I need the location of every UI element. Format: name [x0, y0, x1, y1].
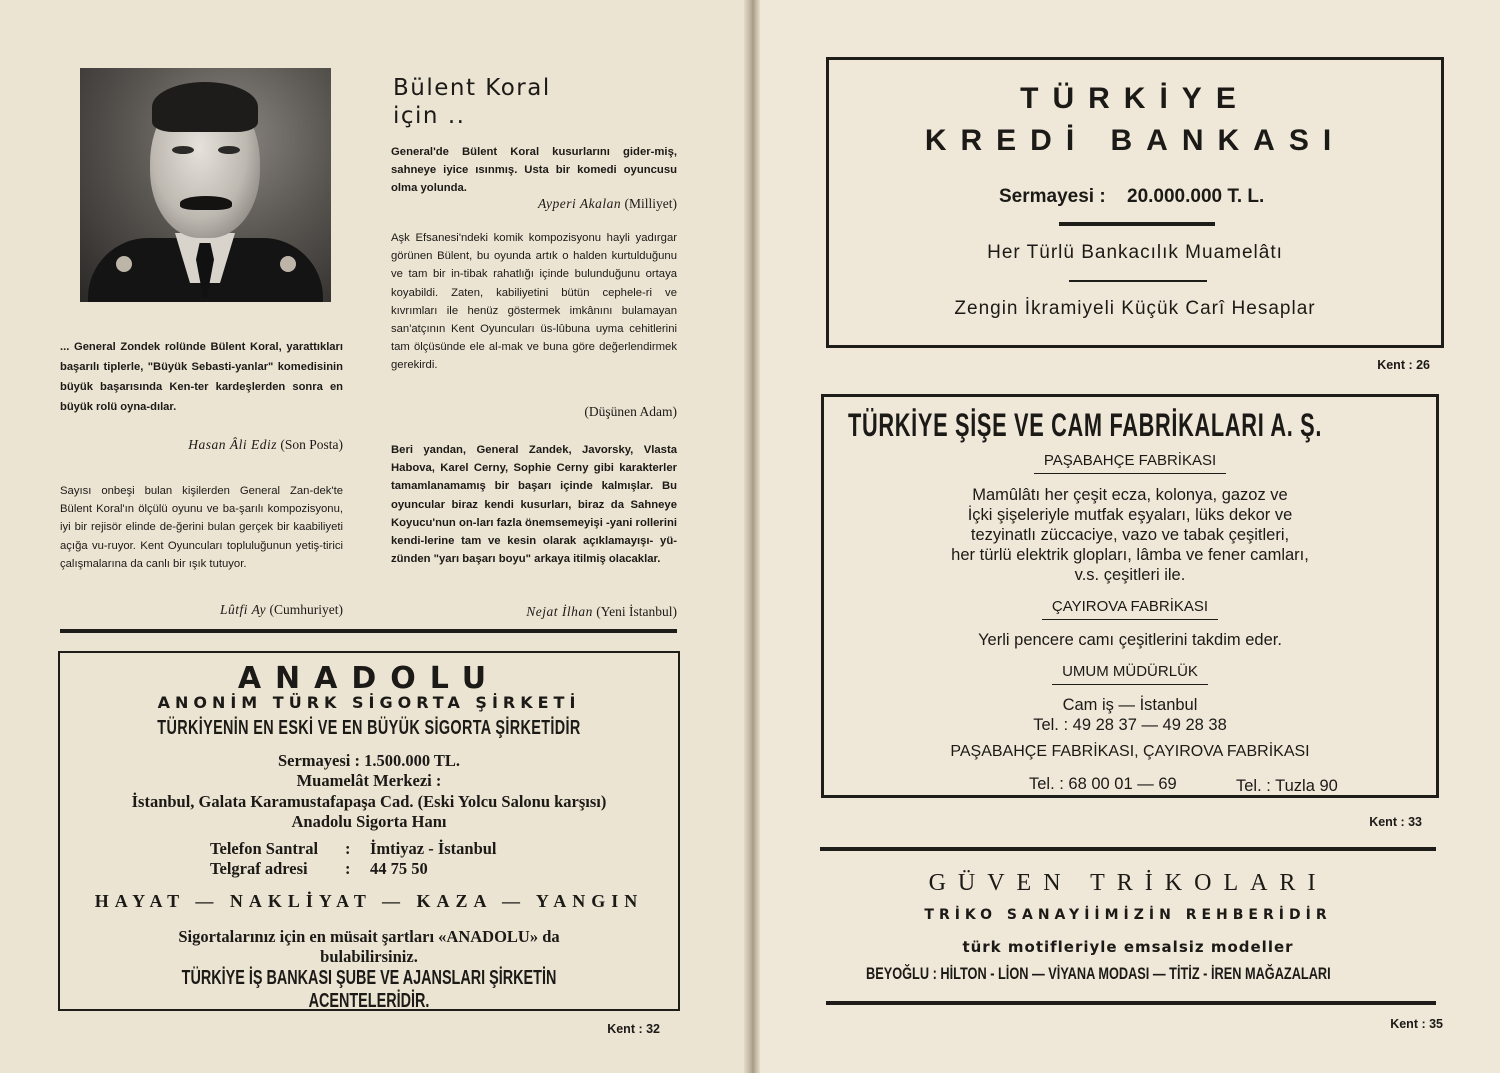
divider	[820, 847, 1436, 851]
factory-desc: Yerli pencere camı çeşitlerini takdim eder.	[978, 631, 1282, 649]
ad-title: ANADOLU	[237, 661, 501, 696]
factory-heading: PAŞABAHÇE FABRİKASI	[824, 452, 1436, 469]
factory-heading: ÇAYIROVA FABRİKASI	[824, 598, 1436, 615]
brand-name: GÜVEN TRİKOLARI	[928, 870, 1328, 896]
factory-list: PAŞABAHÇE FABRİKASI, ÇAYIROVA FABRİKASI	[950, 743, 1310, 760]
bank-services: Her Türlü Bankacılık Muamelâtı	[987, 242, 1283, 263]
source-citation: Nejat İlhan (Yeni İstanbul)	[526, 604, 677, 619]
ad-branches: HAYAT — NAKLİYAT — KAZA — YANGIN	[94, 891, 644, 911]
page-number: Kent : 33	[1369, 815, 1422, 829]
colon: :	[345, 839, 351, 858]
hq-phone: Tel. : 49 28 37 — 49 28 38	[1033, 716, 1227, 734]
hq-address: Cam iş — İstanbul	[1062, 696, 1198, 714]
factory-desc: tezyinatlı züccaciye, vazo ve tabak çeşitleri,	[970, 526, 1290, 544]
page-number: Kent : 35	[1390, 1017, 1443, 1031]
book-gutter	[744, 0, 760, 1073]
capital-label: Sermayesi :	[999, 186, 1106, 207]
source-citation: (Düşünen Adam)	[584, 404, 677, 419]
phone-number: Tel. : 68 00 01 — 69	[1029, 775, 1177, 793]
brand-tagline: TRİKO SANAYİİMİZİN REHBERİDİR	[924, 907, 1332, 923]
review-paragraph: Beri yandan, General Zandek, Javorsky, Vlasta Habova, Karel Cerny, Sophie Cerny gibi karakterler tamamlanamamış bir başarı içinde kalmışlar. Bu oyuncular biraz kendi kusurları, biraz da Sahneye Koyucu'nun on-ları fazla önemsemeyişi -yani rollerini kendi-lerine tam ve kesin olarak açıklamayışı- yü-zünden "yarı başarı boyu" arkaya itilmiş olacaklar.	[391, 444, 677, 566]
company-title: TÜRKİYE ŞİŞE VE CAM FABRİKALARI A. Ş.	[848, 407, 1323, 443]
hq-heading: UMUM MÜDÜRLÜK	[824, 663, 1436, 680]
divider	[826, 1001, 1436, 1005]
page-number: Kent : 26	[1377, 358, 1430, 372]
sise-cam-ad	[821, 394, 1439, 798]
brand-slogan: türk motifleriyle emsalsiz modeller	[962, 938, 1294, 956]
review-paragraph: Aşk Efsanesi'ndeki komik kompozisyonu hayli yadırgar görünen Bülent, bu oyunda artık o halden kurtulduğunu ve tam bir in-tibak rahatlığı içinde bulunduğunu ortaya koyabildi. Zaten, kabiliyetini bütün cephele-ri ve kıvrımları ile henüz göstermek imkânını bulamayan san'atçının Kent Oyuncuları üs-lûbuna uyma cehitlerini tam ölçüsünde ele al-mak ve buna göre değerlendirmek gerekirdi.	[391, 232, 677, 372]
ad-subtitle: ANONİM TÜRK SİGORTA ŞİRKETİ	[157, 693, 581, 712]
kredi-bankasi-ad	[826, 57, 1444, 348]
ad-tagline: TÜRKİYENİN EN ESKİ VE EN BÜYÜK SİGORTA ŞİRKETİDİR	[157, 717, 581, 739]
phone-label: Telefon Santral	[210, 839, 319, 858]
factory-desc: her türlü elektrik glopları, lâmba ve fener camları,	[951, 546, 1309, 564]
ornament-divider	[1059, 222, 1215, 226]
bank-name-line: TÜRKİYE	[1020, 82, 1250, 115]
anadolu-ad	[58, 651, 680, 1011]
phone-number: Tel. : Tuzla 90	[1236, 777, 1338, 795]
article-title: Bülent Koral için ..	[393, 75, 551, 129]
ad-footer: TÜRKİYE İŞ BANKASI ŞUBE VE AJANSLARI ŞİRKETİN ACENTELERİDİR.	[181, 967, 557, 1012]
source-citation: Hasan Âli Ediz (Son Posta)	[188, 437, 343, 452]
ornament-divider	[1069, 280, 1207, 282]
source-citation: Lûtfi Ay (Cumhuriyet)	[219, 602, 343, 617]
colon: :	[345, 859, 351, 878]
page-number: Kent : 32	[607, 1022, 660, 1036]
source-citation: Ayperi Akalan (Milliyet)	[538, 196, 677, 211]
phone-value: İmtiyaz - İstanbul	[370, 839, 497, 858]
review-paragraph: General'de Bülent Koral kusurlarını gider-miş, sahneye iyice ısınmış. Usta bir komedi oyuncusu olma yolunda.	[391, 146, 677, 195]
ad-address: İstanbul, Galata Karamustafapaşa Cad. (Eski Yolcu Salonu karşısı)	[131, 792, 607, 811]
ad-capital: Sermayesi : 1.500.000 TL.	[277, 751, 461, 770]
store-list: BEYOĞLU : HİLTON - LİON — VİYANA MODASI — TİTİZ - İREN MAĞAZALARI	[866, 964, 1331, 983]
ad-insurance-line: bulabilirsiniz.	[320, 947, 418, 966]
factory-desc: İçki şişeleriyle mutfak eşyaları, lüks dekor ve	[967, 506, 1293, 524]
capital-value: 20.000.000 T. L.	[1127, 186, 1265, 207]
telegraf-label: Telgraf adresi	[210, 859, 308, 878]
photo-caption: ... General Zondek rolünde Bülent Koral, yarattıkları başarılı tiplerle, "Büyük Sebasti-yanlar" komedisinin büyük başarısında Ken-ter kardeşlerden sonra en büyük rolü oyna-dılar.	[60, 341, 343, 413]
factory-desc: Mamûlâtı her çeşit ecza, kolonya, gazoz ve	[972, 486, 1288, 504]
ad-building: Anadolu Sigorta Hanı	[291, 812, 447, 831]
divider	[60, 629, 677, 633]
actor-photo	[80, 68, 331, 302]
ad-insurance-line: Sigortalarınız için en müsait şartları «ANADOLU» da	[178, 927, 560, 946]
ad-office-label: Muamelât Merkezi :	[296, 771, 442, 790]
bank-name-line: KREDİ BANKASI	[924, 124, 1346, 157]
bank-accounts: Zengin İkramiyeli Küçük Carî Hesaplar	[954, 298, 1316, 319]
telegraf-value: 44 75 50	[370, 859, 428, 878]
review-paragraph: Sayısı onbeşi bulan kişilerden General Zan-dek'te Bülent Koral'ın ölçülü oyunu ve ba-şarılı kompozisyonu, iyi bir rejisör elinde de-ğerini bulan gerçek bir kaabiliyeti açığa vu-ruyor. Kent Oyuncuları topluluğunun yetiş-tirici çalışmalarına da canlı bir ışık tutuyor.	[60, 485, 343, 570]
factory-desc: v.s. çeşitleri ile.	[1074, 566, 1186, 584]
